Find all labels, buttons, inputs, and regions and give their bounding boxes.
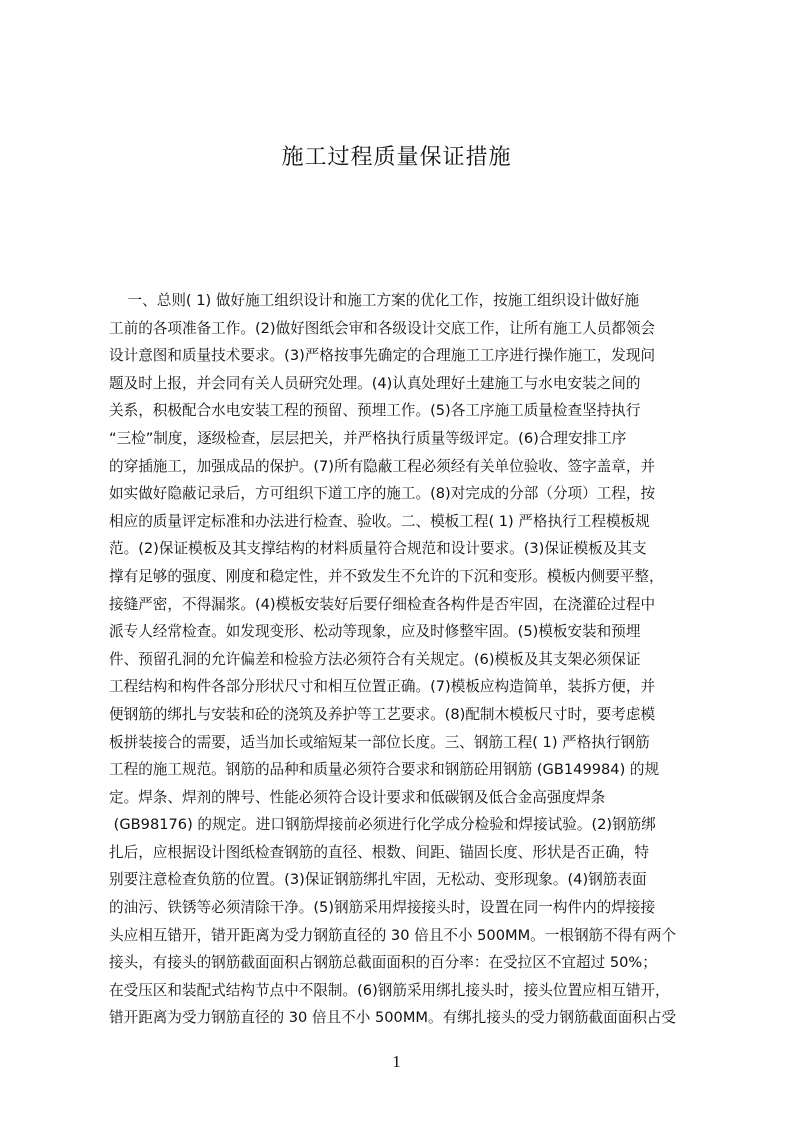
document-body-text: 一、总则( 1) 做好施工组织设计和施工方案的优化工作，按施工组织设计做好施 工前的各项准备工作。(2)做好图纸会审和各级设计交底工作，让所有施工人员都领会 设计意图和质量技术要求。(3)严格按事先确定的合理施工工序进行操作施工，发现问 题及时上报，并会同有关人员研究处理。(4)认真处理好土建施工与水电安装之间的 关系，积极配合水电安装工程的预留、预埋工作。(5)各工序施工质量检查坚持执行 “三检”制度，逐级检查，层层把关，并严格执行质量等级评定。(6)合理安排工序 的穿插施工，加强成品的保护。(7)所有隐蔽工程必须经有关单位验收、签字盖章，并 如实做好隐蔽记录后，方可组织下道工序的施工。(8)对完成的分部（分项）工程，按 相应的质量评定标准和办法进行检查、验收。二、模板工程( 1) 严格执行工程模板规 范。(2)保证模板及其支撑结构的材料质量符合规范和设计要求。(3)保证模板及其支 撑有足够的强度、刚度和稳定性，并不致发生不允许的下沉和变形。模板内侧要平整， 接缝严密，不得漏浆。(4)模板安装好后要仔细检查各构件是否牢固，在浇灌砼过程中 派专人经常检查。如发现变形、松动等现象，应及时修整牢固。(5)模板安装和预埋 件、预留孔洞的允许偏差和检验方法必须符合有关规定。(6)模板及其支架必须保证 工程结构和构件各部分形状尺寸和相互位置正确。(7)模板应构造简单，装拆方便，并 便钢筋的绑扎与安装和砼的浇筑及养护等工艺要求。(8)配制木模板尺寸时，要考虑模 板拼装接合的需要，适当加长或缩短某一部位长度。三、钢筋工程( 1) 严格执行钢筋 工程的施工规范。钢筋的品种和质量必须符合要求和钢筋砼用钢筋 (GB149984) 的规 定。焊条、焊剂的牌号、性能必须符合设计要求和低碳钢及低合金高强度焊条 (GB98176) 的规定。进口钢筋焊接前必须进行化学成分检验和焊接试验。(2)钢筋绑 扎后，应根据设计图纸检查钢筋的直径、根数、间距、锚固长度、形状是否正确，特 别要注意检查负筋的位置。(3)保证钢筋绑扎牢固，无松动、变形现象。(4)钢筋表面 的油污、铁锈等必须清除干净。(5)钢筋采用焊接接头时，设置在同一构件内的焊接接 头应相互错开，错开距离为受力钢筋直径的 30 倍且不小 500MM。一根钢筋不得有两个 接头，有接头的钢筋截面面积占钢筋总截面面积的百分率：在受拉区不宜超过 50%； 在受压区和装配式结构节点中不限制。(6)钢筋采用绑扎接头时，接头位置应相互错开， 错开距离为受力钢筋直径的 30 倍且不小 500MM。有绑扎接头的受力钢筋截面面积占受 <box>109 292 677 1027</box>
document-title: 施工过程质量保证措施 <box>281 145 512 170</box>
page-number: 1 <box>392 1052 401 1071</box>
